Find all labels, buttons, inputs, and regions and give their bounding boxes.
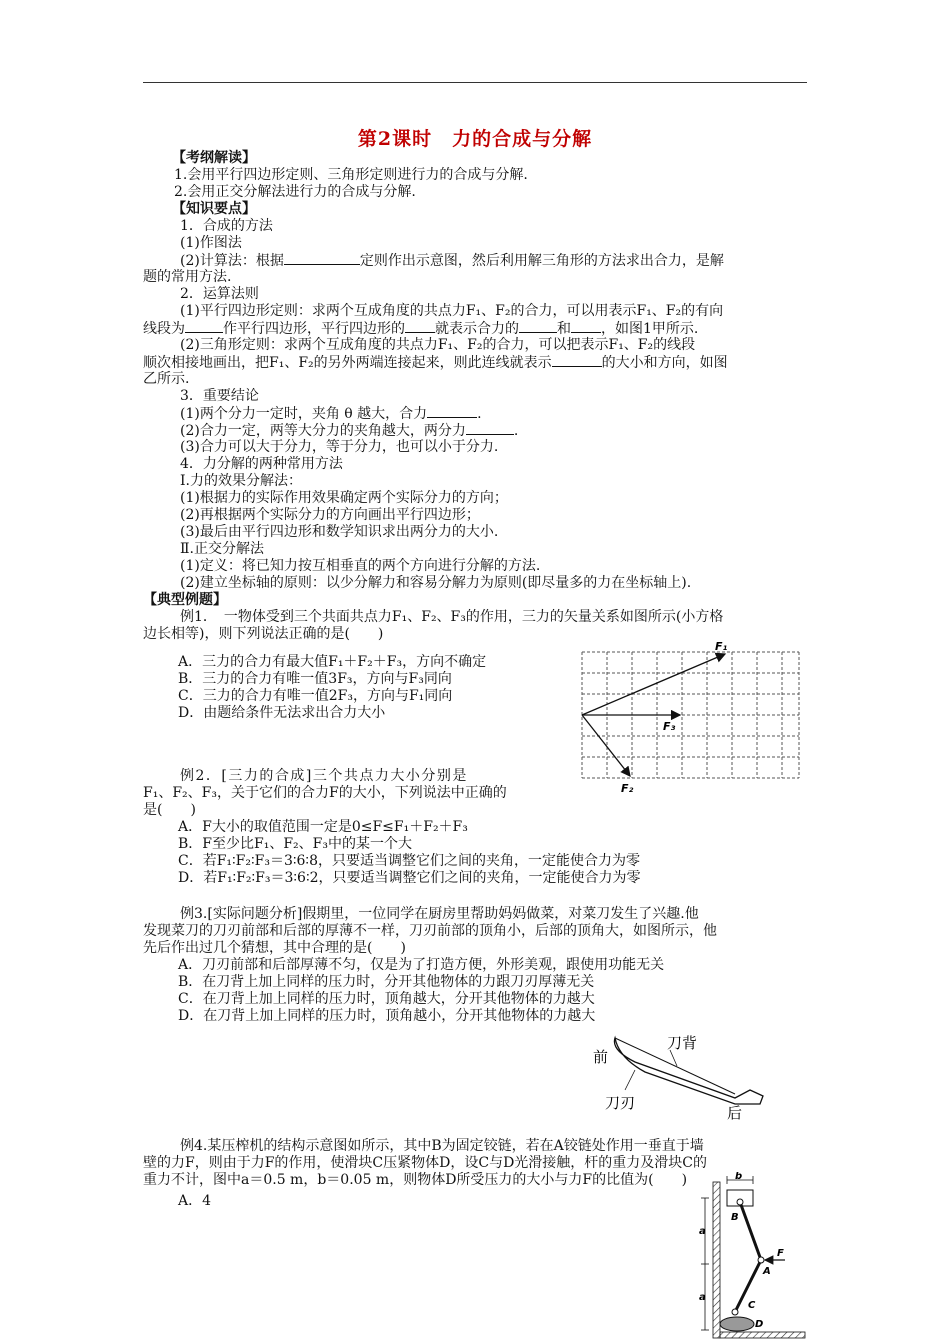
example-3-option-c: C．在刀背上加上同样的压力时，顶角越大，分开其他物体的力越大	[178, 991, 595, 1007]
example-3-question: 先后作出过几个猜想，其中合理的是( )	[143, 940, 406, 956]
fill-blank	[405, 320, 435, 333]
knowledge-line: (3)合力可以大于分力，等于分力，也可以小于分力.	[180, 439, 499, 455]
press-machine-figure	[685, 1172, 815, 1342]
knowledge-line: (2)三角形定则：求两个互成角度的共点力F₁、F₂的合力，可以把表示F₁、F₂的线段	[180, 337, 696, 353]
label-f2: F₂	[621, 782, 634, 795]
knowledge-line: (3)最后由平行四边形和数学知识求出两分力的大小.	[180, 524, 499, 540]
slider-c	[732, 1309, 738, 1315]
example-4-question: 例4.某压榨机的结构示意图如所示，其中B为固定铰链，若在A铰链处作用一垂直于墙	[180, 1138, 704, 1154]
knowledge-line: 2．运算法则	[180, 286, 259, 302]
example-2-question: F₁、F₂、F₃，关于它们的合力F的大小，下列说法中正确的	[143, 785, 507, 801]
label-a: A	[763, 1266, 771, 1277]
knowledge-line	[143, 354, 728, 372]
knowledge-line: (2)建立坐标轴的原则：以少分解力和容易分解力为原则(即尽量多的力在坐标轴上).	[180, 575, 692, 591]
fill-blank	[427, 405, 477, 418]
text-fragment: (1)两个分力一定时，夹角 θ 越大，合力	[180, 406, 428, 422]
example-1-option-a: A．三力的合力有最大值F₁＋F₂＋F₃，方向不确定	[178, 654, 487, 670]
force-f2-arrow	[582, 715, 630, 776]
section-heading-knowledge: 【知识要点】	[172, 201, 256, 217]
fill-blank	[552, 354, 602, 367]
example-3-option-d: D．在刀背上加上同样的压力时，顶角越小，分开其他物体的力越大	[178, 1008, 596, 1024]
example-1-option-d: D．由题给条件无法求出合力大小	[178, 705, 386, 721]
example-3-option-a: A．刀刃前部和后部厚薄不匀，仅是为了打造方便，外形美观，跟使用功能无关	[178, 957, 665, 973]
label-f: F	[777, 1248, 784, 1259]
label-b: B	[731, 1212, 739, 1223]
page-title: 第2课时 力的合成与分解	[357, 128, 593, 150]
label-b-dim: b	[735, 1172, 743, 1182]
label-f3: F₃	[663, 720, 676, 733]
knowledge-line	[180, 422, 518, 440]
knowledge-line: (1)作图法	[180, 235, 242, 251]
label-a-upper: a	[699, 1226, 706, 1237]
example-1-question: 边长相等)，则下列说法正确的是( )	[143, 626, 384, 642]
floor	[720, 1332, 805, 1338]
fill-blank	[519, 320, 557, 333]
knowledge-line	[180, 252, 724, 270]
knowledge-line: 题的常用方法.	[143, 269, 232, 285]
text-fragment: 就表示合力的	[435, 321, 519, 337]
fill-blank	[284, 252, 360, 265]
text-fragment: (2)计算法：根据	[180, 253, 284, 269]
text-fragment: 线段为	[143, 321, 185, 337]
text-fragment: 顺次相接地画出，把F₁、F₂的另外两端连接起来，则此连线就表示	[143, 355, 552, 371]
label-knife-back: 刀背	[667, 1034, 698, 1052]
example-2-option-b: B．F至少比F₁、F₂、F₃中的某一个大	[178, 836, 412, 852]
text-fragment: .	[513, 423, 519, 439]
example-3-option-b: B．在刀背上加上同样的压力时，分开其他物体的力跟刀刃厚薄无关	[178, 974, 595, 990]
knowledge-line: 3．重要结论	[180, 388, 259, 404]
example-2-option-d: D．若F₁∶F₂∶F₃＝3∶6∶2，只要适当调整它们之间的夹角，一定能使合力为零	[178, 870, 641, 886]
force-f1-arrow	[582, 654, 725, 715]
knowledge-line: 乙所示.	[143, 371, 190, 387]
text-fragment: .	[477, 406, 482, 422]
example-4-question: 壁的力F，则由于力F的作用，使滑块C压紧物体D，设C与D光滑接触，杆的重力及滑块C的	[143, 1155, 708, 1171]
text-fragment: ，如图1甲所示.	[601, 321, 699, 337]
text-fragment: (2)合力一定，两等大分力的夹角越大，两分力	[180, 423, 466, 439]
header-rule	[143, 82, 807, 83]
example-3-question: 例3.[实际问题分析]假期里，一位同学在厨房里帮助妈妈做菜，对菜刀发生了兴趣.他	[180, 906, 699, 922]
knowledge-line: (1)定义：将已知力按互相垂直的两个方向进行分解的方法.	[180, 558, 541, 574]
knowledge-line	[180, 405, 482, 423]
upper-rod	[740, 1202, 761, 1260]
example-2-option-a: A．F大小的取值范围一定是0≤F≤F₁＋F₂＋F₃	[178, 819, 468, 835]
fill-blank	[466, 422, 514, 435]
section-heading-syllabus: 【考纲解读】	[172, 150, 256, 166]
label-a-lower: a	[699, 1292, 706, 1303]
wall	[713, 1182, 720, 1338]
example-1-option-b: B．三力的合力有唯一值3F₃，方向与F₃同向	[178, 671, 452, 687]
kitchen-knife-figure	[585, 1028, 770, 1120]
example-4-option-a: A．4	[178, 1193, 212, 1209]
force-grid-figure	[575, 638, 810, 798]
section-heading-examples: 【典型例题】	[143, 592, 227, 608]
knowledge-line	[143, 320, 698, 338]
hinge-a	[758, 1257, 764, 1263]
example-3-question: 发现菜刀的刀刃前部和后部的厚薄不一样，刀刃前部的顶角小，后部的顶角大，如图所示，他	[143, 923, 717, 939]
label-f1: F₁	[715, 640, 728, 653]
syllabus-line-1: 1.会用平行四边形定则、三角形定则进行力的合成与分解.	[174, 167, 528, 183]
label-knife-edge: 刀刃	[605, 1094, 636, 1112]
knowledge-line: Ⅰ.力的效果分解法：	[180, 473, 302, 489]
text-fragment: 作平行四边形，平行四边形的	[223, 321, 405, 337]
example-1-question: 例1． 一物体受到三个共面共点力F₁、F₂、F₃的作用，三力的矢量关系如图所示(小方格	[180, 609, 724, 625]
example-2-option-c: C．若F₁∶F₂∶F₃＝3∶6∶8，只要适当调整它们之间的夹角，一定能使合力为零	[178, 853, 640, 869]
label-front: 前	[593, 1048, 609, 1066]
text-fragment: 和	[557, 321, 571, 337]
example-4-question: 重力不计，图中a＝0.5 m，b＝0.05 m，则物体D所受压力的大小与力F的比值为( )	[143, 1172, 688, 1188]
knowledge-line: (2)再根据两个实际分力的方向画出平行四边形；	[180, 507, 480, 523]
label-c: C	[748, 1300, 756, 1311]
knowledge-line: Ⅱ.正交分解法	[180, 541, 264, 557]
text-fragment: 定则作出示意图，然后利用解三角形的方法求出合力，是解	[359, 253, 724, 269]
example-2-question: 是( )	[143, 802, 196, 818]
fill-blank	[571, 320, 601, 333]
example-1-option-c: C．三力的合力有唯一值2F₃，方向与F₁同向	[178, 688, 453, 704]
syllabus-line-2: 2.会用正交分解法进行力的合成与分解.	[174, 184, 416, 200]
text-fragment: 的大小和方向，如图	[601, 355, 728, 371]
knowledge-line: 4．力分解的两种常用方法	[180, 456, 343, 472]
label-rear: 后	[727, 1104, 743, 1120]
knowledge-line: (1)根据力的实际作用效果确定两个实际分力的方向；	[180, 490, 508, 506]
hinge-b	[737, 1199, 743, 1205]
knowledge-line: (1)平行四边形定则：求两个互成角度的共点力F₁、F₂的合力，可以用表示F₁、F₂的有向	[180, 303, 724, 319]
object-d	[720, 1317, 754, 1331]
example-2-question: 例2．[三力的合成]三个共点力大小分别是	[180, 768, 468, 784]
fill-blank	[185, 320, 223, 333]
label-d: D	[755, 1319, 764, 1330]
knowledge-line: 1．合成的方法	[180, 218, 273, 234]
